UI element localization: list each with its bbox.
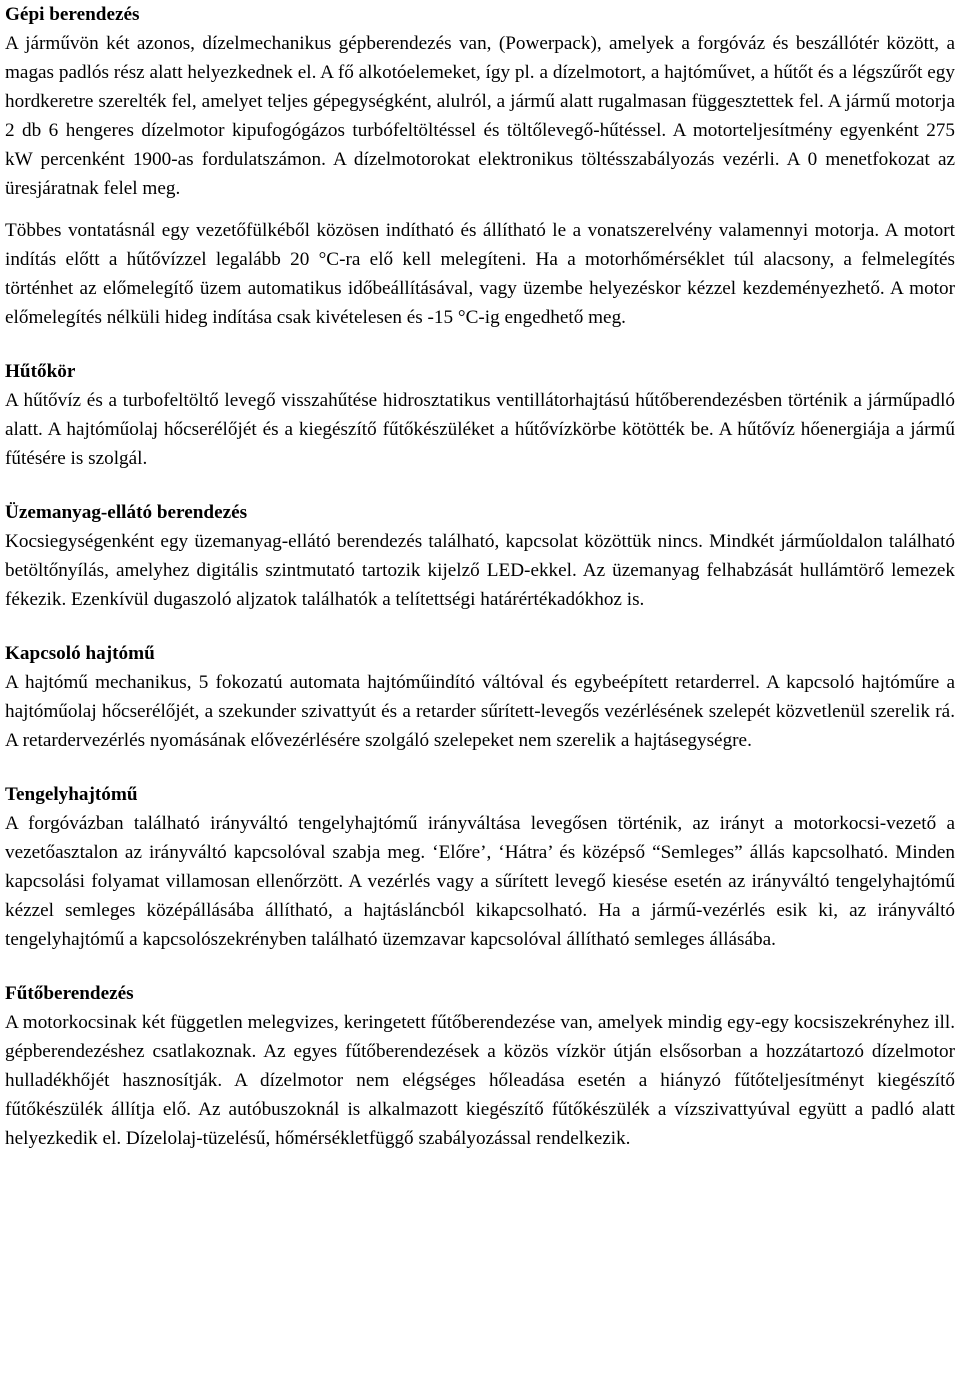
- section-hutokor: [5, 357, 955, 473]
- section-gepi-berendezes: [5, 0, 955, 332]
- section-paragraph: A forgóvázban található irányváltó tengelyhajtómű irányváltása levegősen történik, az irányt a motorkocsi-vezető a vezetőasztalon az irányváltó kapcsolóval szabja meg. ‘Előre’, ‘Hátra’ és középső “Semleges” állás kapcsolható. Minden kapcsolási folyamat villamosan ellenőrzött. A vezérlés vagy a sűrített levegő kiesése esetén az irányváltó tengelyhajtómű kézzel semleges középállásába állítható, a hajtásláncból kikapcsolható. Ha a jármű-vezérlés esik ki, az irányváltó tengelyhajtómű a kapcsolószekrényben található üzemzavar kapcsolóval állítható semleges állásába.: [5, 813, 955, 950]
- section-futoberendezes: [5, 979, 955, 1153]
- section-paragraph: A hajtómű mechanikus, 5 fokozatú automata hajtóműindító váltóval és egybeépített retarderrel. A kapcsoló hajtóműre a hajtóműolaj hőcserélőjét, a szekunder szivattyút és a retarder sűrített-levegős vezérlésének szelepét közvetlenül szerelik rá. A retardervezérlés nyomásának elővezérlésére szolgáló szelepeket nem szerelik a hajtásegységre.: [5, 672, 955, 751]
- section-heading: Gépi berendezés: [5, 4, 140, 25]
- section-heading: Tengelyhajtómű: [5, 784, 138, 805]
- section-heading: Kapcsoló hajtómű: [5, 643, 155, 664]
- section-paragraph: A hűtővíz és a turbofeltöltő levegő visszahűtése hidrosztatikus ventillátorhajtású hűtőberendezésben történik a járműpadló alatt. A hajtóműolaj hőcserélőjét és a kiegészítő fűtőkészüléket a hűtővízkörbe kötötték be. A hűtővíz hőenergiája a jármű fűtésére is szolgál.: [5, 390, 955, 469]
- section-paragraph: A motorkocsinak két független melegvizes, keringetett fűtőberendezése van, amelyek mindig egy-egy kocsiszekrényhez ill. gépberendezéshez csatlakoznak. Az egyes fűtőberendezések a közös vízkör útján elsősorban a hozzátartozó dízelmotor hulladékhőjét hasznosítják. A dízelmotor nem elégséges hőleadása esetén a hiányzó fűtőteljesítményt kiegészítő fűtőkészülék állítja elő. Az autóbuszoknál is alkalmazott kiegészítő fűtőkészülék a vízszivattyúval együtt a padló alatt helyezkedik el. Dízelolaj-tüzelésű, hőmérsékletfüggő szabályozással rendelkezik.: [5, 1012, 955, 1149]
- section-paragraph: A járművön két azonos, dízelmechanikus gépberendezés van, (Powerpack), amelyek a forgóváz és beszállótér között, a magas padlós rész alatt helyezkednek el. A fő alkotóelemeket, így pl. a dízelmotort, a hajtóművet, a hűtőt és a légszűrőt egy hordkeretre szerelték fel, amelyet teljes gépegységként, alulról, a jármű alatt rugalmasan függesztettek fel. A jármű motorja 2 db 6 hengeres dízelmotor kipufogógázos turbófeltöltéssel és töltőlevegő-hűtéssel. A motorteljesítmény egyenként 275 kW percenként 1900-as fordulatszámon. A dízelmotorokat elektronikus töltésszabályozás vezérli. A 0 menetfokozat az üresjáratnak felel meg.: [5, 33, 955, 199]
- section-tengelyhajtomu: [5, 780, 955, 954]
- section-kapcsolo-hajtomu: [5, 639, 955, 755]
- section-paragraph: Többes vontatásnál egy vezetőfülkéből közösen indítható és állítható le a vonatszerelvény valamennyi motorja. A motort indítás előtt a hűtővízzel legalább 20 °C-ra elő kell melegíteni. Ha a motorhőmérséklet túl alacsony, a felmelegítés történhet az előmelegítő üzem automatikus időbeállításával, vagy üzembe helyezéskor kézzel kezdeményezhető. A motor előmelegítés nélküli hideg indítása csak kivételesen és -15 °C-ig engedhető meg.: [5, 220, 955, 328]
- section-heading: Fűtőberendezés: [5, 983, 134, 1004]
- section-heading: Üzemanyag-ellátó berendezés: [5, 502, 248, 523]
- section-uzemanyag-ellato: [5, 498, 955, 614]
- section-heading: Hűtőkör: [5, 361, 76, 382]
- document-page: [5, 0, 955, 1153]
- section-paragraph: Kocsiegységenként egy üzemanyag-ellátó berendezés található, kapcsolat közöttük nincs. Mindkét járműoldalon található betöltőnyílás, amelyhez digitális szintmutató tartozik kijelző LED-ekkel. Az üzemanyag felhabzását hullámtörő lemezek fékezik. Ezenkívül dugaszoló aljzatok találhatók a telítettségi határértékadókhoz is.: [5, 531, 955, 610]
